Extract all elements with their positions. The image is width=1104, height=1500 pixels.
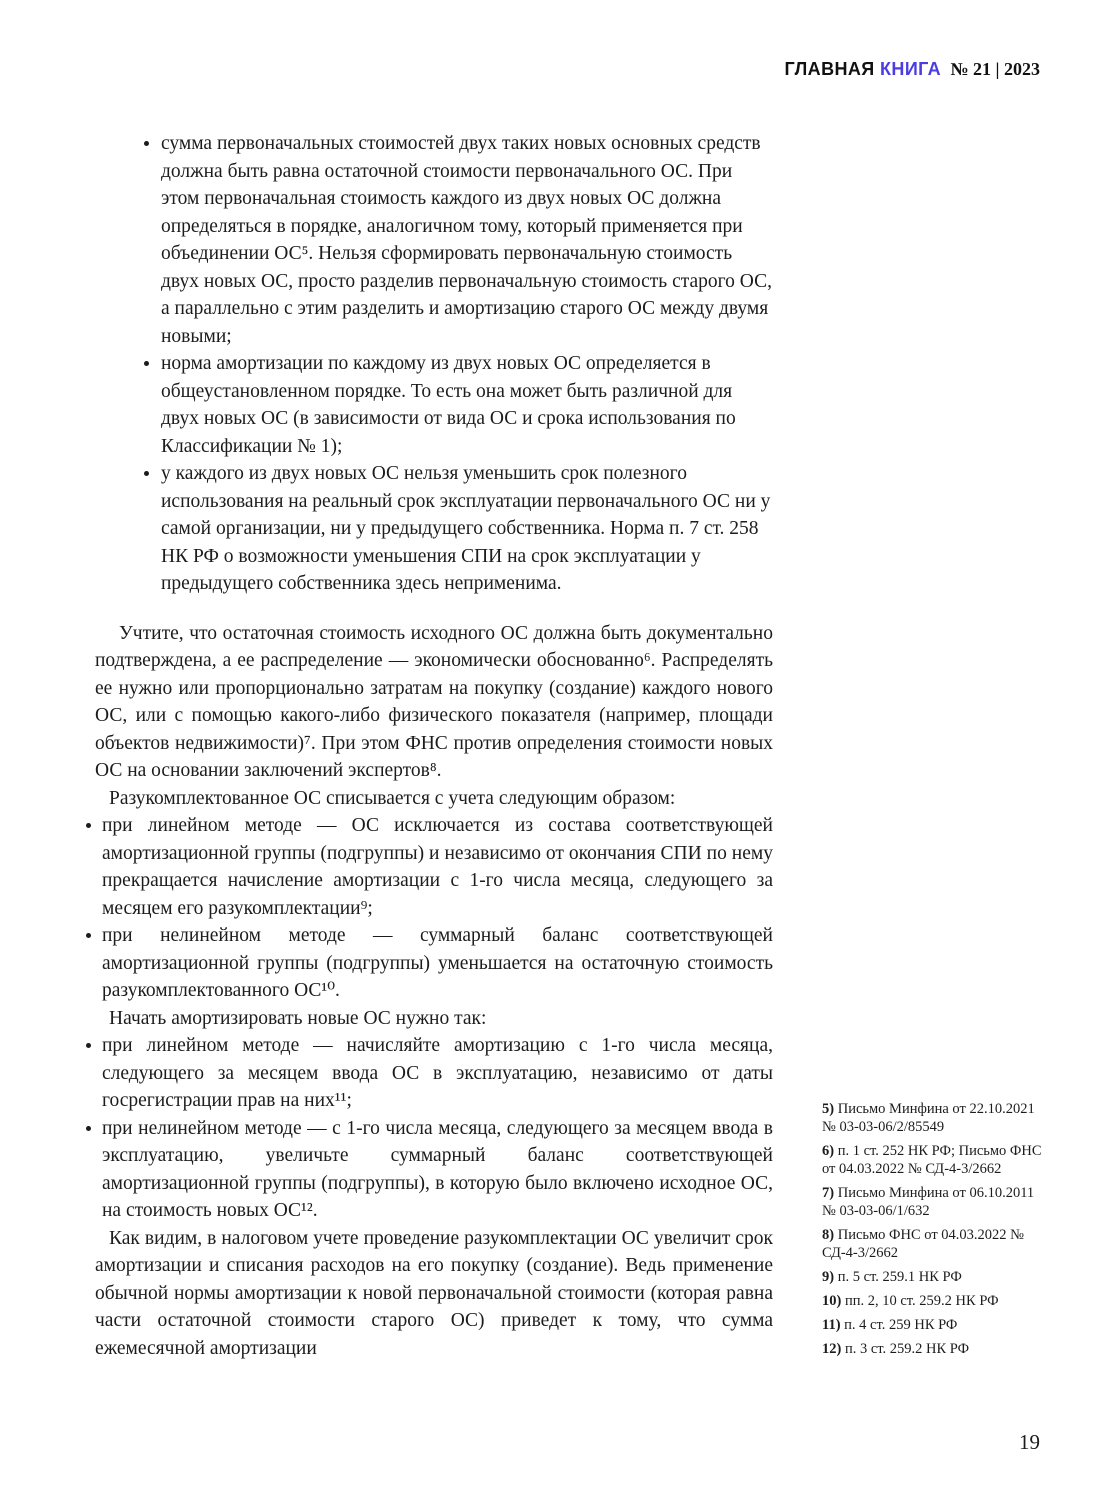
footnote-text: п. 5 ст. 259.1 НК РФ xyxy=(837,1269,962,1285)
footnote-item xyxy=(822,1340,1044,1358)
footnote-text: п. 1 ст. 252 НК РФ; Письмо ФНС от 04.03.2022 № СД-4-3/2662 xyxy=(822,1143,1042,1177)
start-bullet-list xyxy=(95,1032,773,1225)
issue-number: № 21 | 2023 xyxy=(950,59,1040,79)
footnotes-panel xyxy=(822,1100,1044,1364)
page-number: 19 xyxy=(1019,1430,1040,1454)
footnote-item xyxy=(822,1292,1044,1310)
footnote-number: 11) xyxy=(822,1317,841,1333)
footnote-text: пп. 2, 10 ст. 259.2 НК РФ xyxy=(844,1293,999,1309)
footnote-number: 6) xyxy=(822,1143,835,1159)
footnote-item xyxy=(822,1100,1044,1136)
footnote-text: Письмо Минфина от 06.10.2011 № 03-03-06/1/632 xyxy=(822,1185,1035,1219)
writeoff-bullet-list xyxy=(95,812,773,1005)
bullet-item: при нелинейном методе — с 1-го числа месяца, следующего за месяцем ввода в эксплуатацию, увеличьте суммарный баланс соответствующей амортизационной группы (подгруппы), в которую было включено исходное ОС, на стоимость новых ОС¹². xyxy=(95,1115,773,1225)
bullet-item: норма амортизации по каждому из двух новых ОС определяется в общеустановленном порядке. То есть она может быть различной для двух новых ОС (в зависимости от вида ОС и срока использования по Классификации № 1); xyxy=(161,350,773,460)
paragraph-note: Учтите, что остаточная стоимость исходного ОС должна быть документально подтверждена, а ее распределение — экономически обоснованно⁶. Распределять ее нужно или пропорционально затратам на покупку (создание) каждого нового ОС, или с помощью какого-либо физического показателя (например, площади объектов недвижимости)⁷. При этом ФНС против определения стоимости новых ОС на основании заключений экспертов⁸. xyxy=(95,622,773,781)
footnote-text: п. 4 ст. 259 НК РФ xyxy=(844,1317,958,1333)
bullet-item: при линейном методе — начисляйте амортизацию с 1-го числа месяца, следующего за месяцем ввода ОС в эксплуатацию, независимо от даты госрегистрации прав на них¹¹; xyxy=(95,1032,773,1115)
brand-name-part1: ГЛАВНАЯ xyxy=(784,59,875,79)
footnote-text: п. 3 ст. 259.2 НК РФ xyxy=(844,1341,970,1357)
footnote-item xyxy=(822,1142,1044,1178)
article-body xyxy=(95,130,773,1362)
footnote-number: 10) xyxy=(822,1293,842,1309)
footnote-item xyxy=(822,1316,1044,1334)
footnote-number: 8) xyxy=(822,1227,835,1243)
footnote-number: 7) xyxy=(822,1185,835,1201)
footnote-text: Письмо Минфина от 22.10.2021 № 03-03-06/2/85549 xyxy=(822,1101,1035,1135)
footnote-item xyxy=(822,1226,1044,1262)
footnote-number: 5) xyxy=(822,1101,835,1117)
paragraph-writeoff-lead: Разукомплектованное ОС списывается с учета следующим образом: xyxy=(109,787,676,809)
brand-name-part2: КНИГА xyxy=(880,59,942,79)
footnote-text: Письмо ФНС от 04.03.2022 № СД-4-3/2662 xyxy=(822,1227,1025,1261)
intro-bullet-list xyxy=(95,130,773,598)
bullet-item: при линейном методе — ОС исключается из состава соответствующей амортизационной группы (подгруппы) и независимо от окончания СПИ по нему прекращается начисление амортизации с 1-го числа месяца, следующего за месяцем его разукомплектации⁹; xyxy=(95,812,773,922)
footnote-number: 9) xyxy=(822,1269,835,1285)
footnote-item xyxy=(822,1268,1044,1286)
bullet-item: сумма первоначальных стоимостей двух таких новых основных средств должна быть равна остаточной стоимости первоначального ОС. При этом первоначальная стоимость каждого из двух новых ОС должна определяться в порядке, аналогичном тому, который применяется при объединении ОС⁵. Нельзя сформировать первоначальную стоимость двух новых ОС, просто разделив первоначальную стоимость старого ОС, а параллельно с этим разделить и амортизацию старого ОС между двумя новыми; xyxy=(161,130,773,350)
bullet-item: при нелинейном методе — суммарный баланс соответствующей амортизационной группы (подгруппы) уменьшается на остаточную стоимость разукомплектованного ОС¹⁰. xyxy=(95,922,773,1005)
bullet-item: у каждого из двух новых ОС нельзя уменьшить срок полезного использования на реальный срок эксплуатации первоначального ОС ни у самой организации, ни у предыдущего собственника. Норма п. 7 ст. 258 НК РФ о возможности уменьшения СПИ на срок эксплуатации у предыдущего собственника здесь неприменима. xyxy=(161,460,773,598)
footnote-number: 12) xyxy=(822,1341,842,1357)
magazine-header xyxy=(785,59,1041,80)
footnote-item xyxy=(822,1184,1044,1220)
paragraph-conclusion: Как видим, в налоговом учете проведение разукомплектации ОС увеличит срок амортизации и списания расходов на его покупку (создание). Ведь применение обычной нормы амортизации к новой первоначальной стоимости (которая равна части остаточной стоимости старого ОС) приведет к тому, что сумма ежемесячной амортизации xyxy=(95,1227,773,1359)
paragraph-start-lead: Начать амортизировать новые ОС нужно так: xyxy=(109,1007,487,1029)
